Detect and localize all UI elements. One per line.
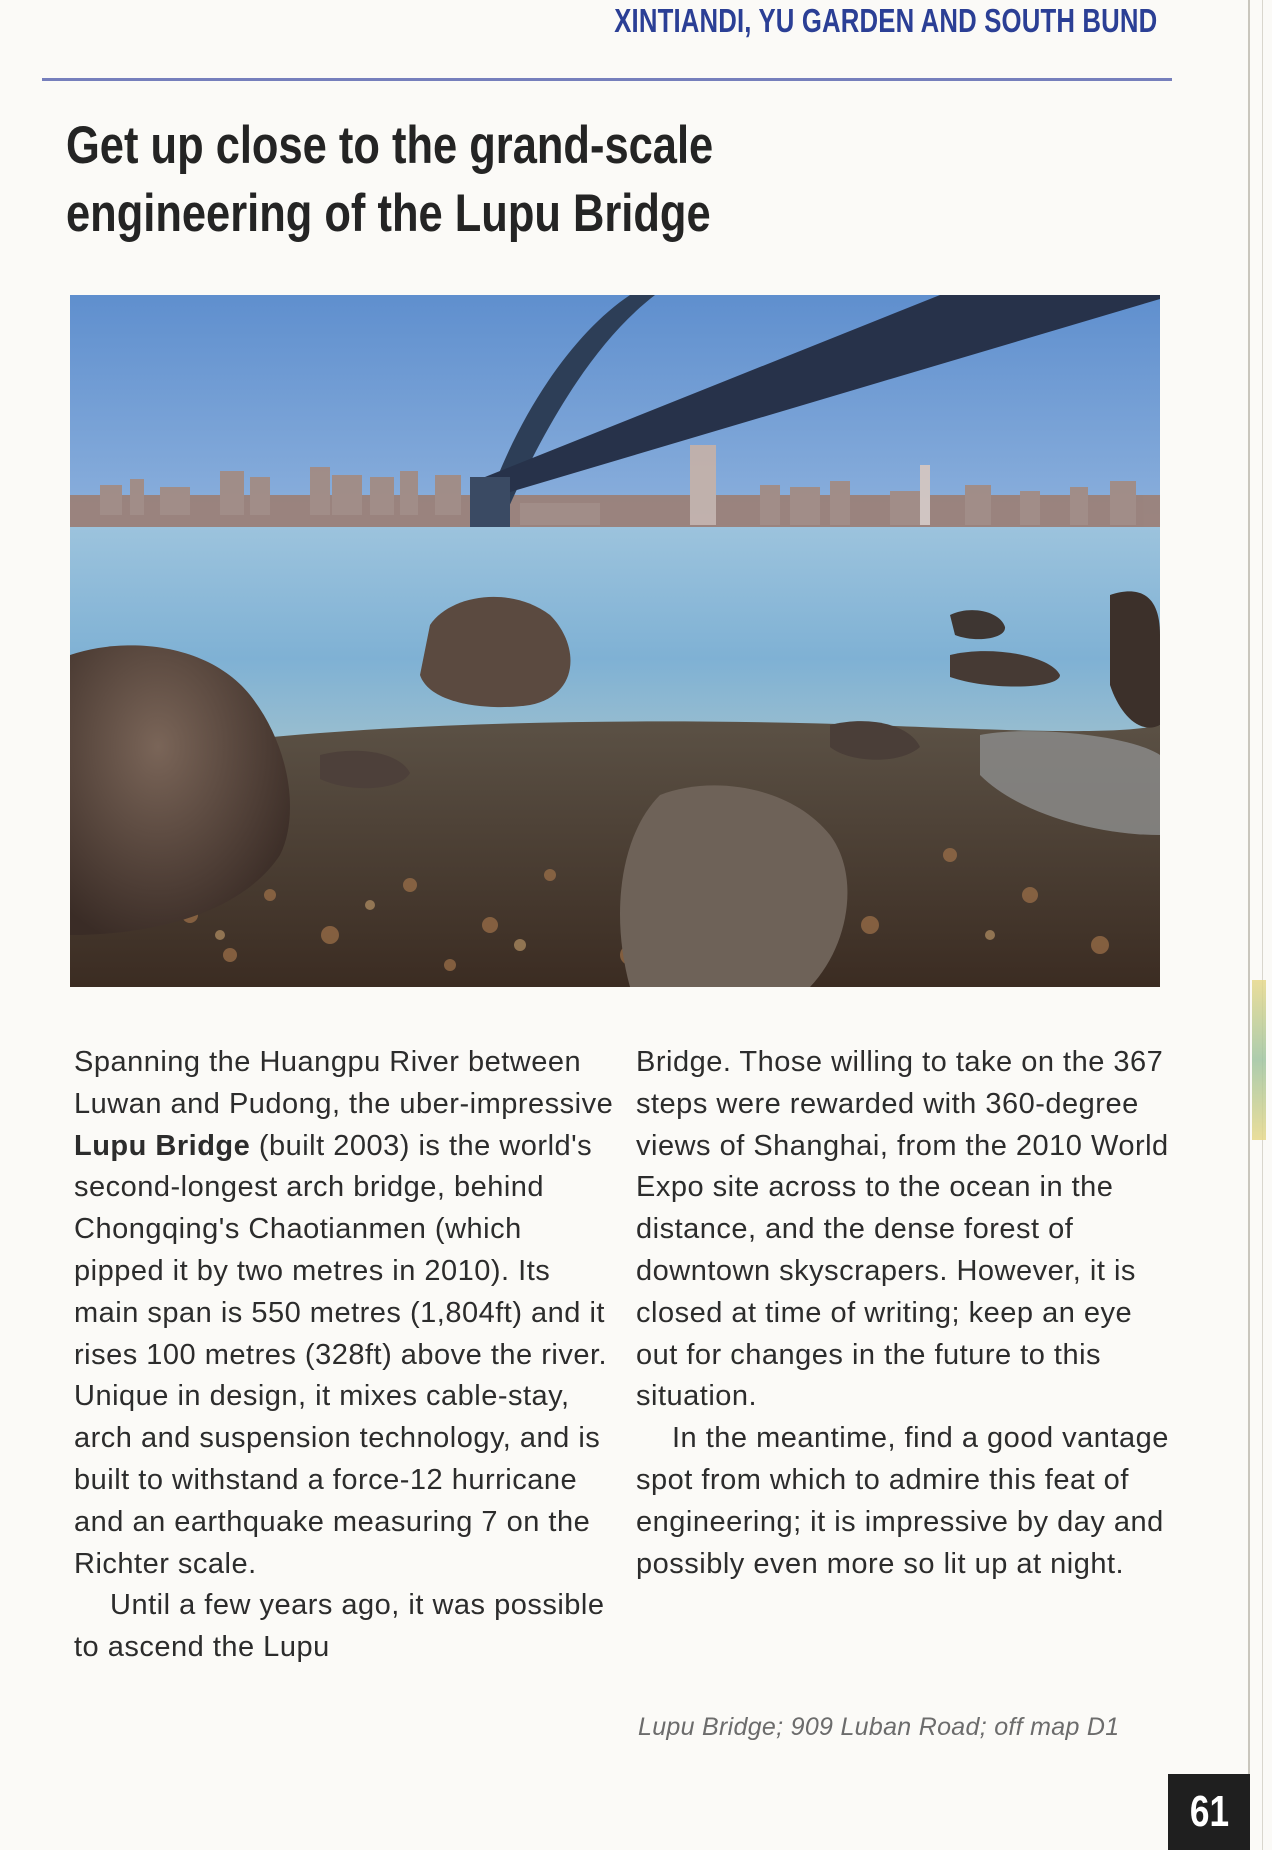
paragraph-text: (built 2003) is the world's second-longest arch bridge, behind Chongqing's Chaotianmen (which pipped it by two metres in 2010). Its main span is 550 metres (1,804ft) and it rises 100 metres (328ft) above the river. Unique in design, it mixes cable-stay, arch and suspension technology, and is built to withstand a force-12 hurricane and an earthquake measuring 7 on the Richter scale. xyxy=(74,1129,608,1580)
bold-term-lupu-bridge: Lupu Bridge xyxy=(74,1129,251,1162)
page-edge-inner xyxy=(1262,0,1263,1850)
page-number xyxy=(1168,1774,1250,1850)
page-title xyxy=(66,112,804,248)
text-column-left xyxy=(74,1042,614,1669)
header-rule xyxy=(42,78,1172,81)
paragraph: In the meantime, find a good vantage spot from which to admire this feat of engineering; it is impressive by day and possibly even more so lit up at night. xyxy=(636,1422,1169,1580)
paragraph: Until a few years ago, it was possible to ascend the Lupu xyxy=(74,1589,605,1664)
photo-caption: Lupu Bridge; 909 Luban Road; off map D1 xyxy=(638,1713,1120,1741)
page-edge-tab xyxy=(1252,980,1266,1140)
running-head: XINTIANDI, YU GARDEN AND SOUTH BUND xyxy=(613,2,1157,39)
paragraph xyxy=(74,1042,614,1585)
page-edge xyxy=(1248,0,1250,1850)
text-column-right xyxy=(636,1042,1176,1585)
page-number-text: 61 xyxy=(1189,1787,1229,1836)
title-line-1: Get up close to the grand-scale xyxy=(66,116,714,175)
bridge-photo-illustration xyxy=(70,295,1160,987)
paragraph: Bridge. Those willing to take on the 367 steps were rewarded with 360-degree views of Shanghai, from the 2010 World Expo site across to the ocean in the distance, and the dense forest of downtown skyscrapers. However, it is closed at time of writing; keep an eye out for changes in the future to this situation. xyxy=(636,1046,1169,1413)
bridge-photo xyxy=(70,295,1160,987)
paragraph-text: Spanning the Huangpu River between Luwan and Pudong, the uber-impressive xyxy=(74,1046,614,1120)
title-line-2: engineering of the Lupu Bridge xyxy=(66,184,711,243)
